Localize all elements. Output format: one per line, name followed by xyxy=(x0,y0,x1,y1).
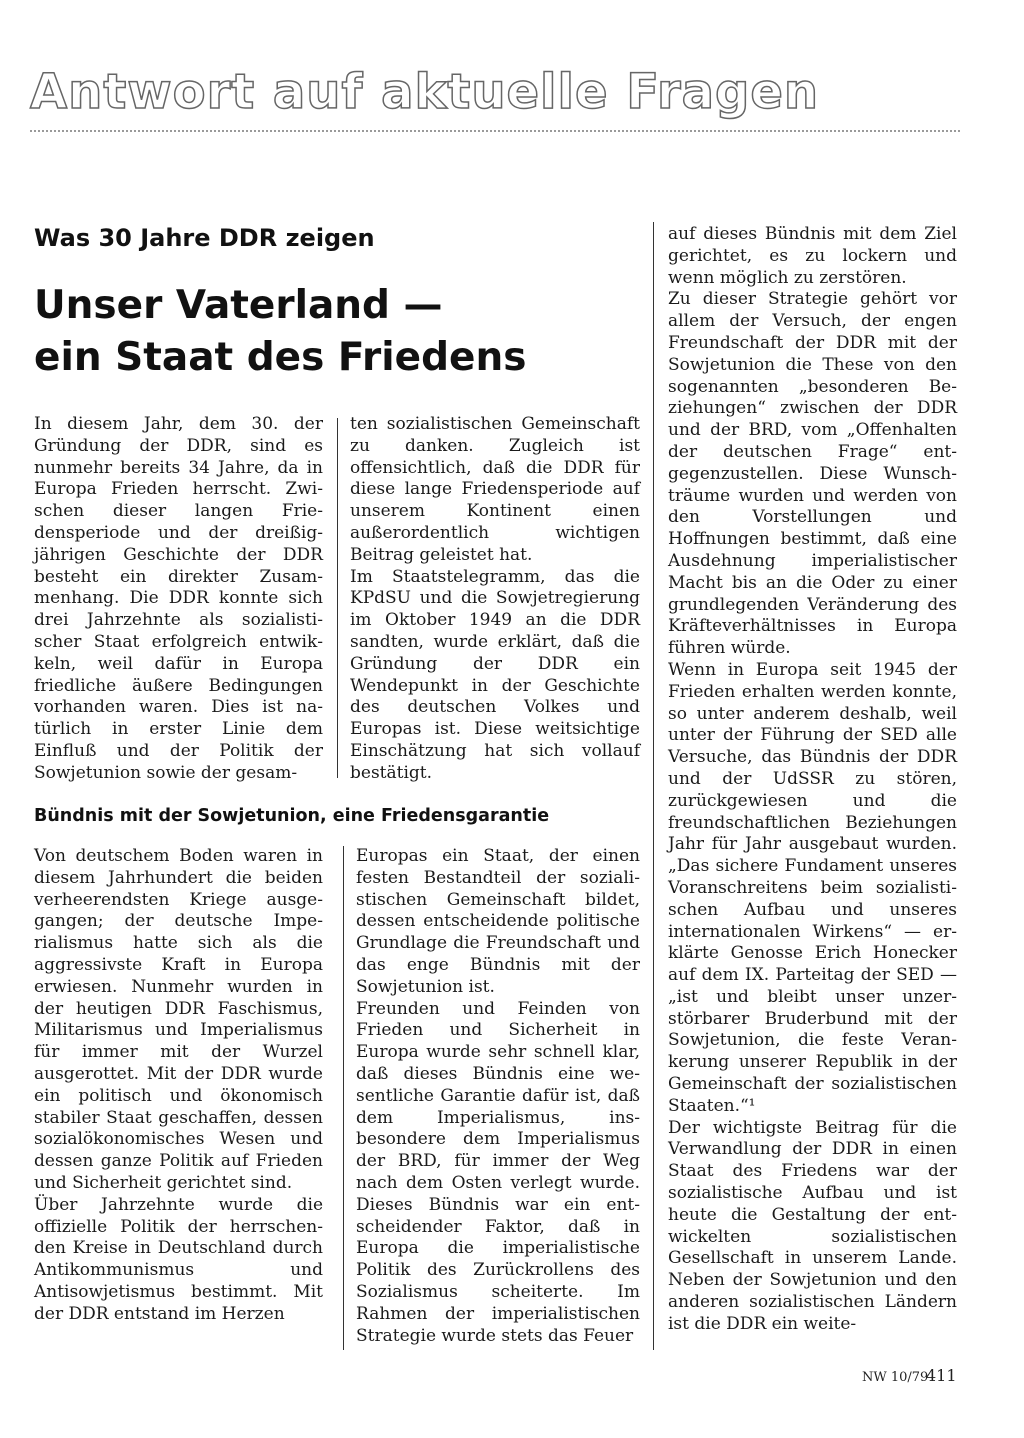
section-subheading: Bündnis mit der Sowjetunion, eine Friedensgarantie xyxy=(34,806,550,826)
headline-line-2: ein Staat des Friedens xyxy=(34,335,527,380)
paragraph: Freunden und Feinden von Frieden und Sicherheit in Europa wurde sehr schnell klar, daß dieses Bündnis eine wesentliche Garantie dafür ist, daß dem Imperialismus, insbesondere dem Imperialismus der BRD, für immer der Weg nach dem Osten verlegt wurde. Dieses Bündnis war ein entscheidender Faktor, daß in Europa die imperialistische Politik des Zurückrollens des Sozialismus scheiterte. Im Rahmen der imperialistischen Strategie wurde stets das Feuer xyxy=(356,998,640,1346)
section-header: Antwort auf aktuelle Fragen xyxy=(30,64,820,120)
headline-line-1: Unser Vaterland — xyxy=(34,283,443,328)
section2-column-2 xyxy=(356,846,640,1347)
page-number: 411 xyxy=(926,1366,957,1385)
intro-column-1 xyxy=(34,414,323,785)
column-divider xyxy=(337,418,338,778)
paragraph: Von deutschem Boden waren in diesem Jahrhundert die beiden verheerendsten Kriege ausgegangen; der deutsche Imperialismus hatte sich als die aggressivste Kraft in Europa erwiesen. Nunmehr wurden in der heutigen DDR Faschismus, Militarismus und Imperialismus für immer mit der Wurzel ausgerottet. Mit der DDR wurde ein politisch und ökonomisch stabiler Staat geschaffen, dessen sozialökonomisches Wesen und dessen ganze Politik auf Frieden und Sicherheit gerichtet sind. xyxy=(34,846,323,1193)
journal-issue: NW 10/79 xyxy=(862,1370,929,1385)
paragraph: Wenn in Europa seit 1945 der Frieden erhalten werden konnte, so unter anderem deshalb, weil unter der Führung der SED alle Versuche, das Bündnis der DDR und der UdSSR zu stören, zurückgewiesen und die freundschaftlichen Beziehungen Jahr für Jahr ausgebaut wurden. „Das sichere Fundament unseres Voranschreitens beim sozialistischen Aufbau und unseres internationalen Wirkens“ — erklärte Genosse Erich Honecker auf dem IX. Parteitag der SED — „ist und bleibt unser unzerstörbarer Bruderbund mit der Sowjetunion, die feste Verankerung unserer Republik in der Gemeinschaft der sozialistischen Staaten.“¹ xyxy=(668,659,957,1116)
section2-column-1 xyxy=(34,846,323,1326)
paragraph: Europas ein Staat, der einen festen Bestandteil der sozialistischen Gemeinschaft bildet, dessen entscheidende politische Grundlage die Freundschaft und das enge Bündnis mit der Sowjetunion ist. xyxy=(356,846,640,997)
paragraph: Zu dieser Strategie gehört vor allem der Versuch, der engen Freundschaft der DDR mit der Sowjetunion die These von den sogenannten „besonderen Beziehungen“ zwischen der DDR und der BRD, vom „Offenhalten der deutschen Frage“ entgegenzustellen. Diese Wunschträume wurden und werden von den Vorstellungen und Hoffnungen bestimmt, daß eine Ausdehnung imperialistischer Macht bis an die Oder zu einer grundlegenden Veränderung des Kräfteverhältnisses in Europa führen würde. xyxy=(668,289,957,659)
paragraph: Im Staatstelegramm, das die KPdSU und die Sowjetregierung im Oktober 1949 an die DDR sandten, wurde erklärt, daß die Gründung der DDR ein Wendepunkt in der Geschichte des deutschen Volkes und Europas ist. Diese weitsichtige Einschätzung hat sich vollauf bestätigt. xyxy=(350,566,640,783)
article-headline xyxy=(34,280,526,384)
paragraph: ten sozialistischen Gemeinschaft zu danken. Zugleich ist offensichtlich, daß die DDR für diese lange Friedensperiode auf unserem Kontinent einen außerordentlich wichtigen Beitrag geleistet hat. xyxy=(350,414,640,565)
paragraph: auf dieses Bündnis mit dem Ziel gerichtet, es zu lockern und wenn möglich zu zerstören. xyxy=(668,224,957,288)
paragraph: In diesem Jahr, dem 30. der Gründung der DDR, sind es nunmehr bereits 34 Jahre, da in Europa Frieden herrscht. Zwischen dieser langen Friedensperiode und der dreißigjährigen Geschichte der DDR besteht ein direkter Zusammenhang. Die DDR konnte sich drei Jahrzehnte als sozialistischer Staat erfolgreich entwikkeln, weil dafür in Europa friedliche äußere Bedingungen vorhanden waren. Dies ist natürlich in erster Linie dem Einfluß und der Politik der Sowjetunion sowie der gesam- xyxy=(34,414,323,783)
column-divider xyxy=(653,222,654,1350)
paragraph: Über Jahrzehnte wurde die offizielle Politik der herrschenden Kreise in Deutschland durch Antikommunismus und Antisowjetismus bestimmt. Mit der DDR entstand im Herzen xyxy=(34,1194,323,1324)
intro-column-2 xyxy=(350,414,640,785)
column-divider xyxy=(343,846,344,1350)
paragraph: Der wichtigste Beitrag für die Verwandlung der DDR in einen Staat des Friedens war der sozialistische Aufbau und ist heute die Gestaltung der entwickelten sozialistischen Gesellschaft in unserem Lande. Neben der Sowjetunion und den anderen sozialistischen Ländern ist die DDR ein weite- xyxy=(668,1117,957,1334)
article-kicker: Was 30 Jahre DDR zeigen xyxy=(34,224,375,252)
header-divider xyxy=(30,130,960,132)
right-column xyxy=(668,224,957,1336)
